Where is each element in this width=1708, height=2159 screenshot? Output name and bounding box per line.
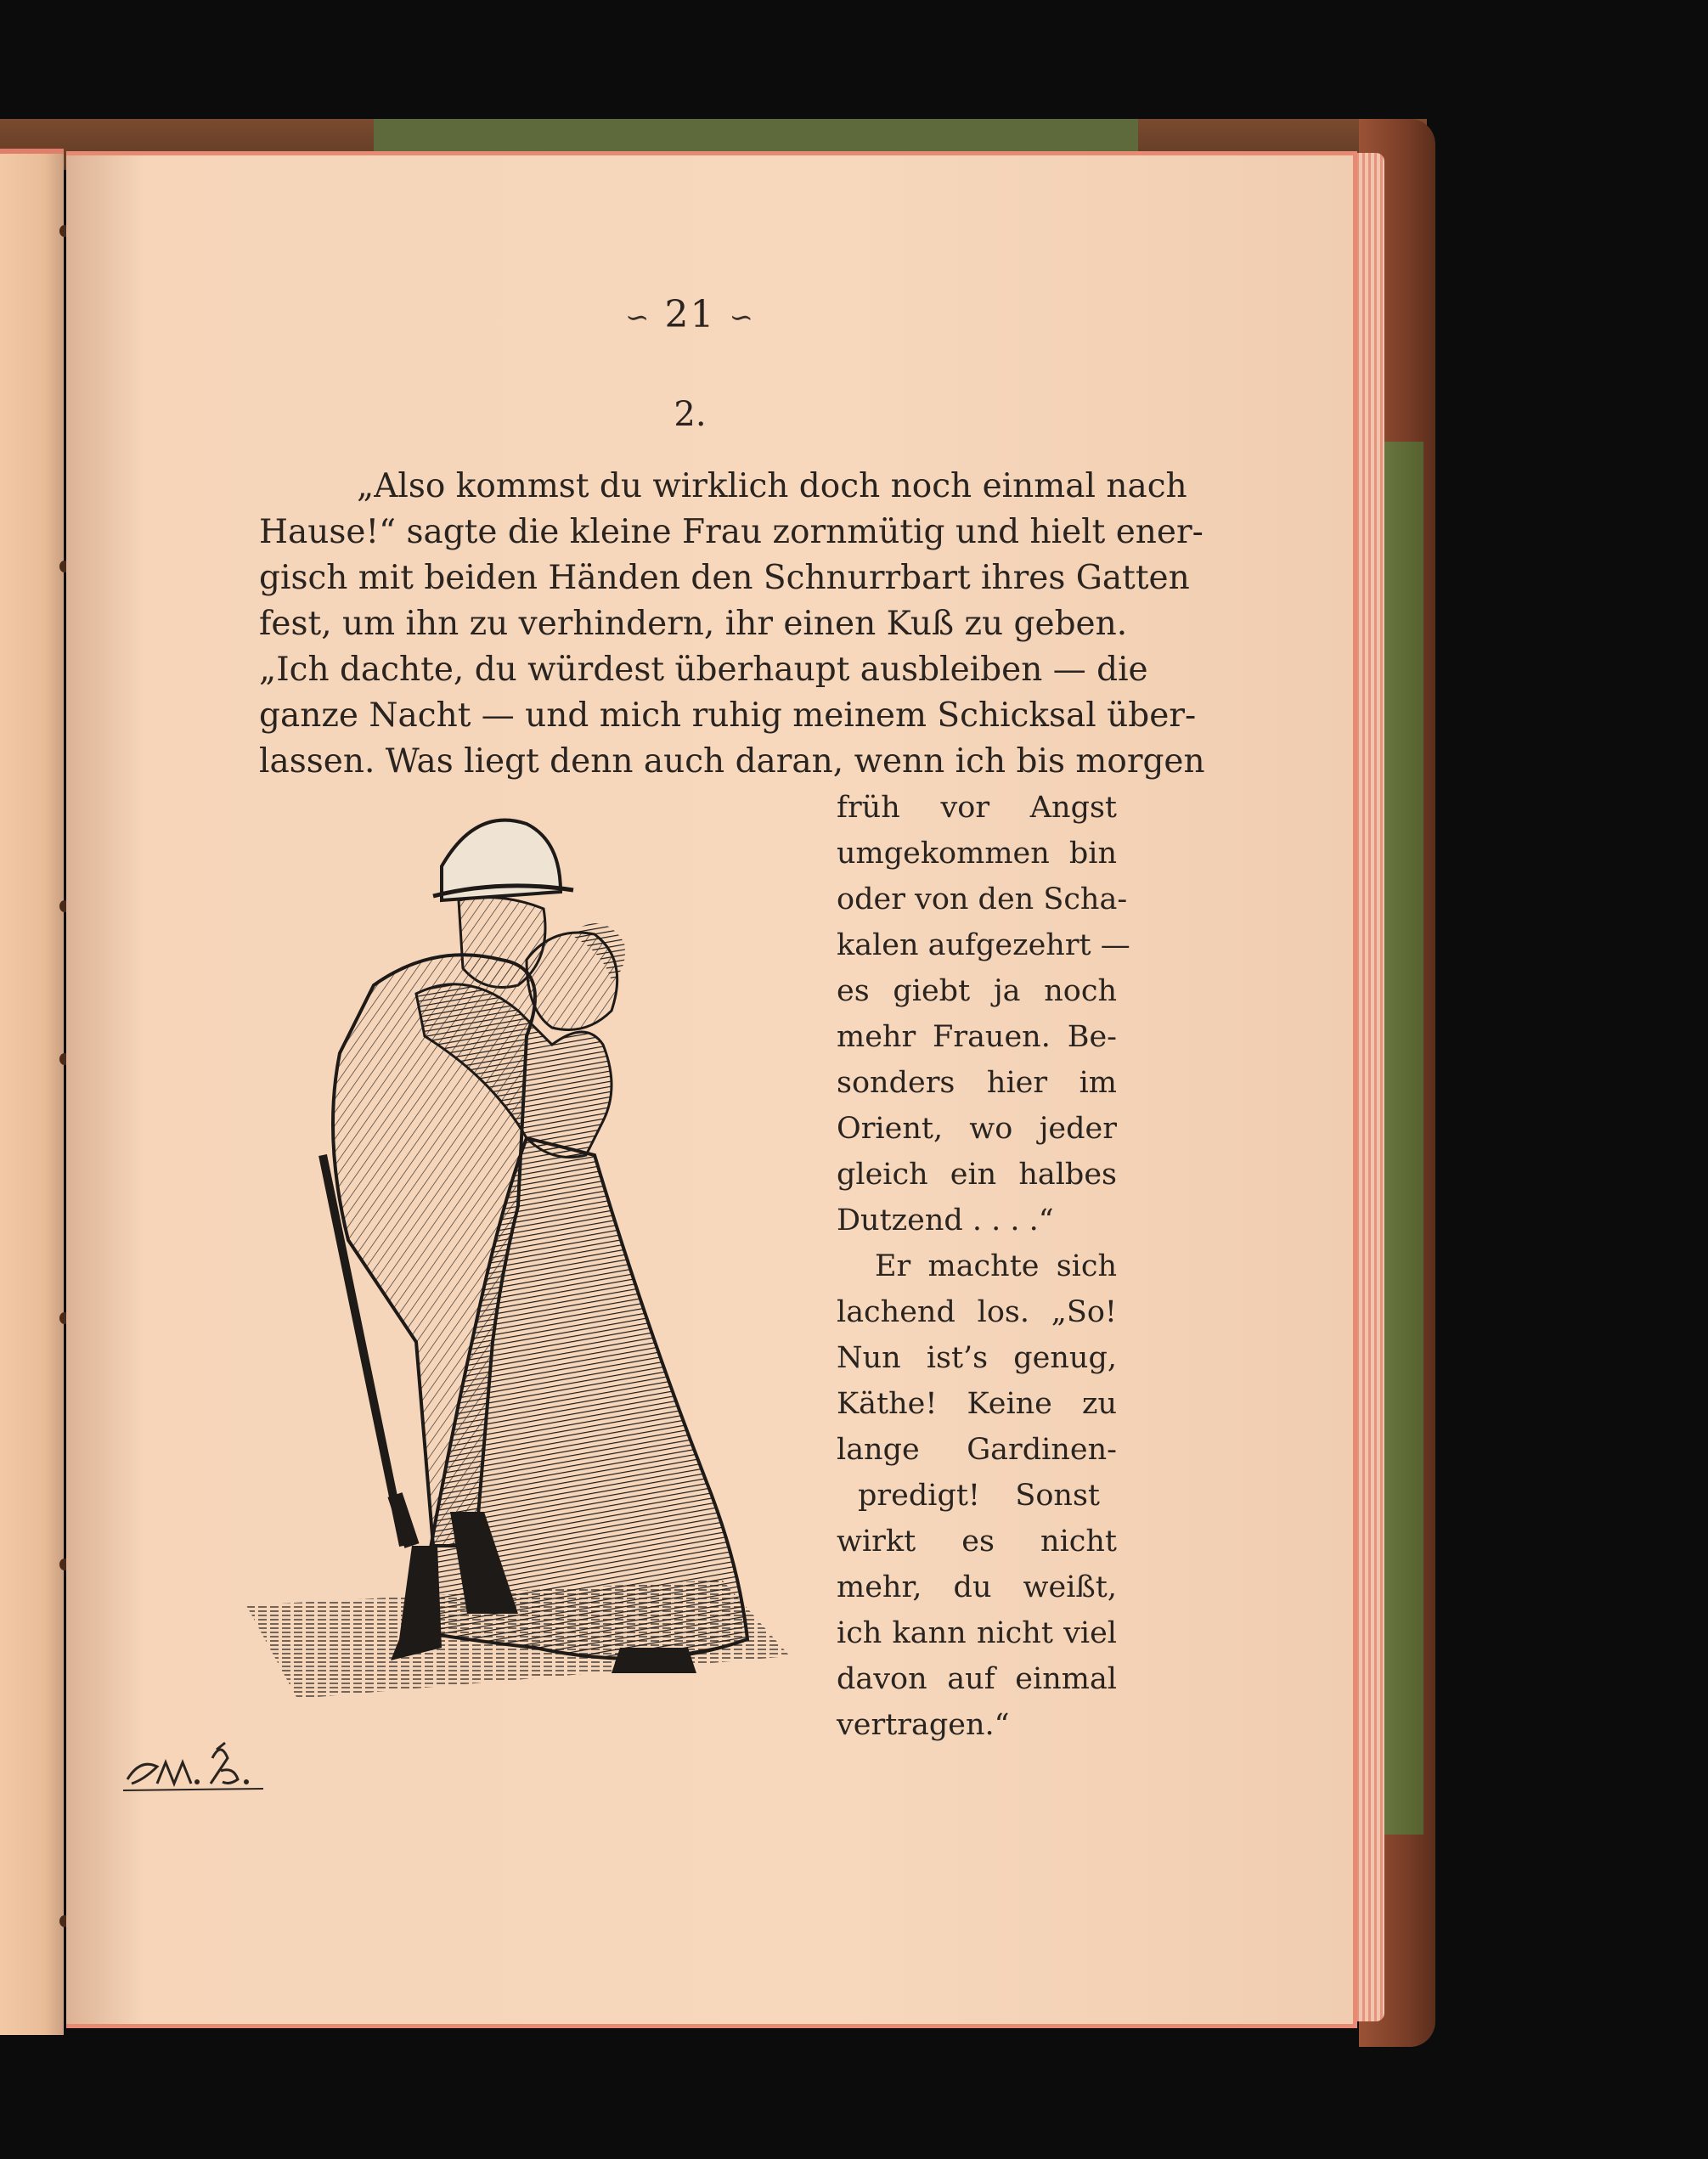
text-line: Käthe! Keine zu [837,1387,1117,1421]
ornament-left-icon: ∽ [625,301,651,335]
artist-signature [119,1733,272,1801]
page-number-value: 21 [664,293,716,336]
text-line: Dutzend . . . .“ [837,1204,1054,1237]
text-line: Nun ist’s genug, [837,1341,1117,1375]
ornament-right-icon: ∽ [729,301,755,335]
text-line: lange Gardinen- [837,1433,1117,1467]
text-line: predigt! Sonst [858,1479,1100,1513]
text-line: kalen aufgezehrt — [837,928,1130,962]
text-line: sonders hier im [837,1066,1117,1100]
text-line: davon auf einmal [837,1662,1117,1696]
text-line: gleich ein halbes [837,1158,1117,1192]
text-line: Orient, wo jeder [837,1112,1117,1146]
text-line: mehr Frauen. Be- [837,1020,1117,1054]
text-line: vertragen.“ [837,1708,1010,1742]
text-line: ganze Nacht — und mich ruhig meinem Schicksal über- [259,696,1197,735]
section-number: 2. [674,395,707,434]
text-line: Hause!“ sagte die kleine Frau zornmütig und hielt ener- [259,513,1203,551]
text-line: gisch mit beiden Händen den Schnurrbart ihres Gatten [259,559,1190,597]
text-line: „Ich dachte, du würdest überhaupt ausbleiben — die [259,651,1148,689]
text-line: ich kann nicht viel [837,1616,1117,1650]
text-line: es giebt ja noch [837,974,1117,1008]
text-line: Er machte sich [875,1249,1117,1283]
page-number [0,293,1380,336]
text-line: mehr, du weißt, [837,1570,1117,1604]
text-line: wirkt es nicht [837,1525,1117,1559]
text-line: früh vor Angst [837,791,1117,825]
text-line: lassen. Was liegt denn auch daran, wenn ich bis morgen [259,742,1205,781]
text-line: umgekommen bin [837,837,1117,871]
text-line: „Also kommst du wirklich doch noch einmal nach [357,467,1187,505]
woman-shoe [612,1648,696,1673]
text-line: lachend los. „So! [837,1295,1117,1329]
engraving-illustration [246,798,824,1775]
text-line: fest, um ihn zu verhindern, ihr einen Kuß zu geben. [259,605,1128,643]
text-line: oder von den Scha- [837,882,1128,916]
